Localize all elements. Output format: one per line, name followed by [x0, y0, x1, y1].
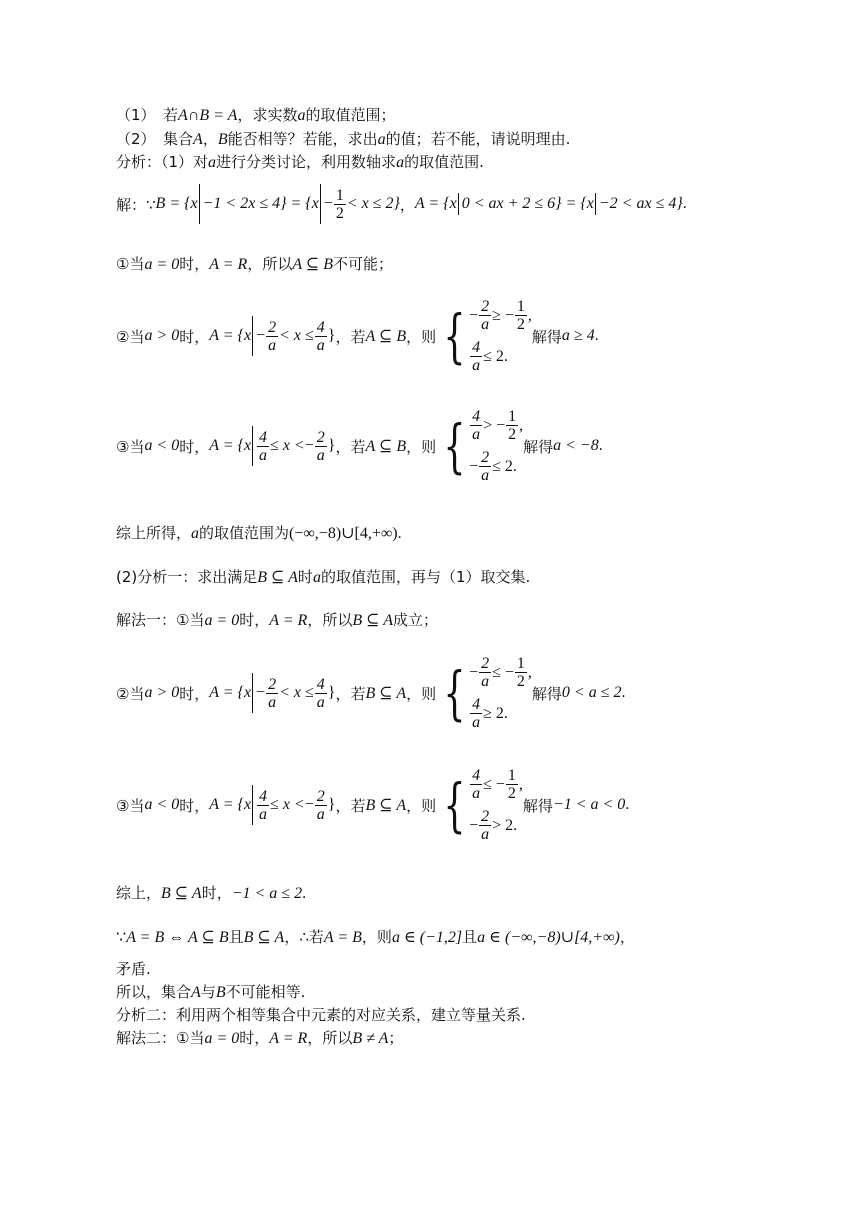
question-2: （2） 集合A，B能否相等？若能，求出a的值；若不能，请说明理由. [116, 130, 571, 148]
method-1-case-2: ②当 a > 0 时， A = {x − $\frac{2}{a}$ < x ≤ $\frac{4}{a}$ } ，若 B ⊆ A ，则 { − $\frac{2}{a}$ ≤ − $\frac{1}{2}$ , $\frac{4}{a}$ ≥ 2. 解得 0 < a ≤ 2 . [116, 655, 626, 731]
method-1-case-1: 解法一：①当a = 0时，A = R，所以B ⊆ A成立； [116, 611, 439, 629]
case-2: ②当 a > 0 时， A = {x − $\frac{2}{a}$ < x ≤ $\frac{4}{a}$ } ，若 A ⊆ B ，则 { − $\frac{2}{a}$ ≥ − $\frac{1}{2}$ , $\frac{4}{a}$ ≤ 2. 解得 a ≥ 4 . [116, 298, 599, 374]
equivalence-line: ∵A = B ⇔ A ⊆ B且B ⊆ A，∴若A = B，则a ∈ (−1,2]且a ∈ (−∞,−8)∪[4,+∞)， [116, 928, 635, 946]
equation-system: { $\frac{4}{a}$ > − $\frac{1}{2}$ , − $\frac{2}{a}$ ≤ 2. [443, 408, 524, 484]
fraction: $\frac{1}{2}$ [335, 186, 344, 222]
fraction: $\frac{2}{a}$ [268, 675, 277, 711]
fraction: $\frac{4}{a}$ [316, 675, 325, 711]
conclusion: 所以，集合A与B不可能相等. [116, 983, 306, 1001]
contradiction: 矛盾. [116, 960, 151, 978]
equation-system: { − $\frac{2}{a}$ ≤ − $\frac{1}{2}$ , $\frac{4}{a}$ ≥ 2. [443, 655, 532, 731]
method-2-case-1: 解法二：①当a = 0时，A = R，所以B ≠ A； [116, 1029, 404, 1047]
fraction: $\frac{4}{a}$ [259, 428, 268, 464]
analysis-2-method-1: (2)分析一：求出满足B ⊆ A时a的取值范围，再与（1）取交集. [116, 568, 531, 586]
analysis-1: 分析：（1）对a进行分类讨论，利用数轴求a的取值范围. [116, 153, 484, 171]
equation-system: { $\frac{4}{a}$ ≤ − $\frac{1}{2}$ , − $\frac{2}{a}$ > 2. [443, 767, 523, 843]
analysis-2-method-2: 分析二：利用两个相等集合中元素的对应关系，建立等量关系. [116, 1006, 526, 1024]
summary-2: 综上，B ⊆ A时，−1 < a ≤ 2. [116, 884, 307, 902]
case-3: ③当 a < 0 时， A = {x $\frac{4}{a}$ ≤ x < − $\frac{2}{a}$ } ，若 A ⊆ B ，则 { $\frac{4}{a}$ > − $\frac{1}{2}$ , − $\frac{2}{a}$ ≤ 2. 解得 a < −8 . [116, 408, 603, 484]
summary-1: 综上所得，a的取值范围为(−∞,−8)∪[4,+∞). [116, 524, 402, 542]
fraction: $\frac{2}{a}$ [316, 428, 325, 464]
question-1: （1） 若A∩B = A，求实数a的取值范围； [116, 106, 396, 124]
fraction: $\frac{2}{a}$ [268, 318, 277, 354]
equation-system: { − $\frac{2}{a}$ ≥ − $\frac{1}{2}$ , $\frac{4}{a}$ ≤ 2. [443, 298, 532, 374]
method-1-case-3: ③当 a < 0 时， A = {x $\frac{4}{a}$ ≤ x < − $\frac{2}{a}$ } ，若 B ⊆ A ，则 { $\frac{4}{a}$ ≤ − $\frac{1}{2}$ , − $\frac{2}{a}$ > 2. 解得 −1 < a < 0 . [116, 767, 630, 843]
fraction: $\frac{4}{a}$ [259, 787, 268, 823]
case-1: ①当a = 0时，A = R，所以A ⊆ B不可能； [116, 255, 394, 273]
fraction: $\frac{2}{a}$ [316, 787, 325, 823]
solution-sets: 解：∵ B = {x −1 < 2x ≤ 4} = {x − $\frac{1}{2}$ < x ≤ 2} ， A = {x 0 < ax + 2 ≤ 6} = {x −2 < ax ≤ 4} . [116, 184, 687, 224]
fraction: $\frac{4}{a}$ [316, 318, 325, 354]
